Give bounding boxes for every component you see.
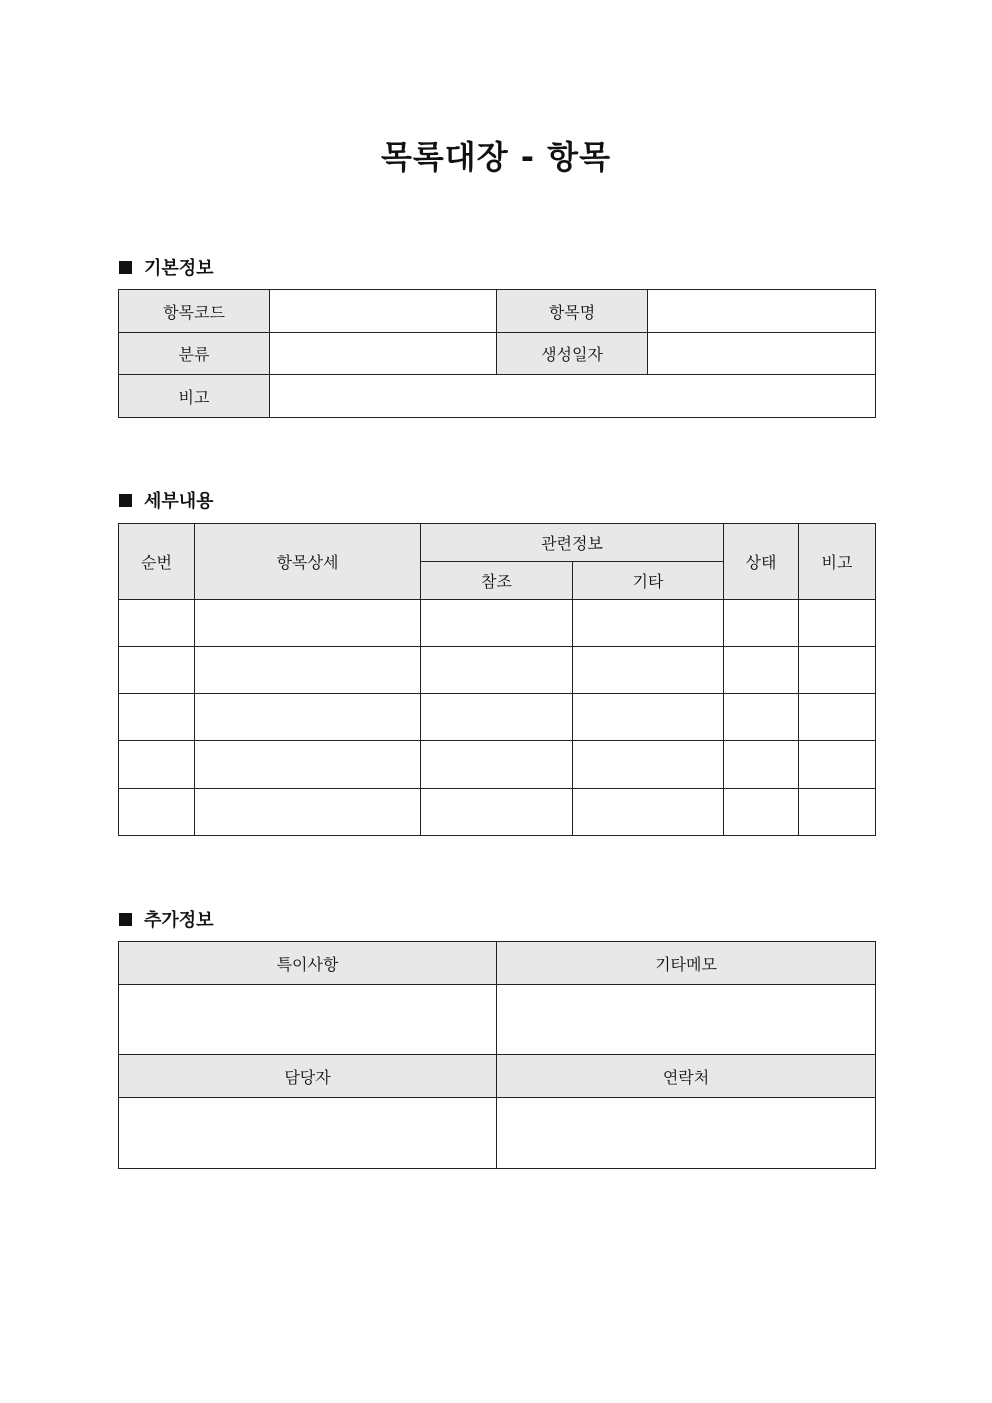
- label-manager: 담당자: [119, 1055, 497, 1098]
- cell-item-detail[interactable]: [195, 600, 421, 647]
- field-category[interactable]: [270, 333, 497, 375]
- cell-remarks[interactable]: [799, 789, 876, 836]
- cell-other[interactable]: [573, 789, 724, 836]
- page-title: 목록대장 - 항목: [380, 138, 612, 176]
- section-title-detail-label: 세부내용: [144, 491, 214, 512]
- field-other-memo[interactable]: [497, 985, 876, 1055]
- section-title-basic-label: 기본정보: [144, 258, 214, 279]
- cell-item-detail[interactable]: [195, 647, 421, 694]
- cell-remarks[interactable]: [799, 694, 876, 741]
- cell-other[interactable]: [573, 694, 724, 741]
- label-created-date: 생성일자: [497, 333, 648, 375]
- header-no: 순번: [119, 524, 195, 600]
- cell-other[interactable]: [573, 647, 724, 694]
- cell-item-detail[interactable]: [195, 741, 421, 789]
- header-remarks: 비고: [799, 524, 876, 600]
- cell-other[interactable]: [573, 741, 724, 789]
- cell-no[interactable]: [119, 789, 195, 836]
- header-item-detail: 항목상세: [195, 524, 421, 600]
- cell-status[interactable]: [724, 694, 799, 741]
- table-row: [119, 694, 876, 741]
- field-remarks[interactable]: [270, 375, 876, 418]
- cell-no[interactable]: [119, 694, 195, 741]
- basic-info-table: [118, 289, 876, 418]
- label-item-name: 항목명: [497, 290, 648, 333]
- field-contact[interactable]: [497, 1098, 876, 1169]
- field-created-date[interactable]: [648, 333, 876, 375]
- field-special-notes[interactable]: [119, 985, 497, 1055]
- detail-table: [118, 523, 876, 836]
- cell-status[interactable]: [724, 600, 799, 647]
- cell-no[interactable]: [119, 741, 195, 789]
- label-item-code: 항목코드: [119, 290, 270, 333]
- square-bullet-icon: [119, 913, 132, 926]
- cell-remarks[interactable]: [799, 600, 876, 647]
- label-category: 분류: [119, 333, 270, 375]
- table-row: [119, 789, 876, 836]
- table-row: [119, 741, 876, 789]
- header-related-info: 관련정보: [421, 524, 724, 562]
- cell-status[interactable]: [724, 647, 799, 694]
- section-title-detail: [119, 487, 214, 513]
- label-special-notes: 특이사항: [119, 942, 497, 985]
- field-manager[interactable]: [119, 1098, 497, 1169]
- table-row: [119, 647, 876, 694]
- header-other: 기타: [573, 562, 724, 600]
- cell-item-detail[interactable]: [195, 789, 421, 836]
- cell-other[interactable]: [573, 600, 724, 647]
- extra-info-table: [118, 941, 876, 1169]
- cell-no[interactable]: [119, 647, 195, 694]
- square-bullet-icon: [119, 261, 132, 274]
- cell-status[interactable]: [724, 789, 799, 836]
- header-status: 상태: [724, 524, 799, 600]
- field-item-name[interactable]: [648, 290, 876, 333]
- cell-reference[interactable]: [421, 789, 573, 836]
- section-title-extra-label: 추가정보: [144, 910, 214, 931]
- label-other-memo: 기타메모: [497, 942, 876, 985]
- cell-item-detail[interactable]: [195, 694, 421, 741]
- cell-status[interactable]: [724, 741, 799, 789]
- section-title-basic: [119, 254, 214, 280]
- cell-reference[interactable]: [421, 694, 573, 741]
- cell-reference[interactable]: [421, 600, 573, 647]
- cell-remarks[interactable]: [799, 647, 876, 694]
- label-remarks: 비고: [119, 375, 270, 418]
- field-item-code[interactable]: [270, 290, 497, 333]
- header-reference: 참조: [421, 562, 573, 600]
- label-contact: 연락처: [497, 1055, 876, 1098]
- table-row: [119, 600, 876, 647]
- cell-reference[interactable]: [421, 647, 573, 694]
- cell-reference[interactable]: [421, 741, 573, 789]
- section-title-extra: [119, 906, 214, 932]
- square-bullet-icon: [119, 494, 132, 507]
- cell-no[interactable]: [119, 600, 195, 647]
- cell-remarks[interactable]: [799, 741, 876, 789]
